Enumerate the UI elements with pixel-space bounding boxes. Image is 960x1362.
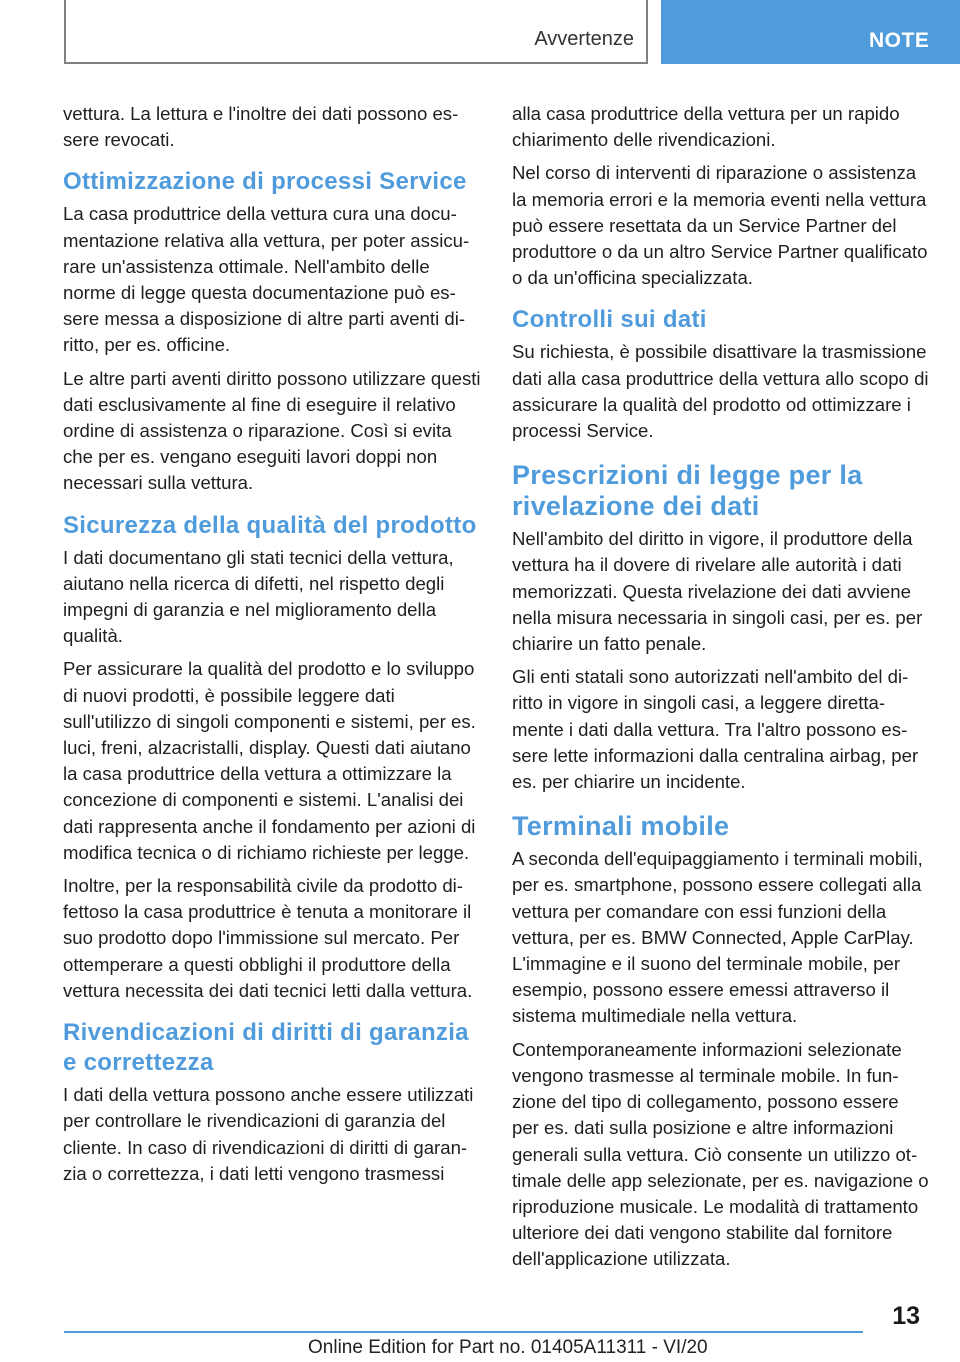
paragraph: alla casa produttrice della vettura per un rapido chiarimento delle rivendicazioni. bbox=[512, 103, 900, 151]
paragraph: Le altre parti aventi diritto possono utilizzare questi dati esclusivamente al fine di eseguire il relativo ordine di assistenza o riparazione. Così si evita che per es. vengano eseguiti lavori doppi non necessari sulla vettura. bbox=[63, 367, 481, 494]
paragraph: Per assicurare la qualità del prodotto e lo sviluppo di nuovi prodotti, è possibile leggere dati sull'utilizzo di singoli componenti e sistemi, per es. luci, freni, alzacristalli, display. Questi dati aiutano la casa produttrice della vettura a ottimizzare la concezione di componenti e sistemi. L'analisi dei dati rappresenta anche il fondamento per azioni di modifica tecnica o di richiamo richieste per legge. bbox=[63, 658, 476, 863]
paragraph: I dati documentano gli stati tecnici della vettura, aiutano nella ricerca di difetti, nel rispetto degli impegni di garanzia e nel miglioramento della qualità. bbox=[63, 546, 454, 647]
footer-edition: Online Edition for Part no. 01405A11311 - VI/20 bbox=[308, 1337, 708, 1358]
paragraph: I dati della vettura possono anche essere utilizzati per controllare le rivendicazioni di garanzia del cliente. In caso di rivendicazioni di diritti di garanzia o correttezza, i dati letti vengono trasmessi bbox=[63, 1084, 474, 1184]
paragraph: Contemporaneamente informazioni selezionate vengono trasmesse al terminale mobile. In funzione del tipo di collegamento, possono essere per es. dati sulla posizione e altre informazioni generali sulla vettura. Ciò consente un utilizzo ottimale delle app selezionate, per es. navigazione o riproduzione musicale. Le modalità di trattamento ulteriore dei dati vengono stabilite dal fornitore dell'applicazione utilizzata. bbox=[512, 1038, 929, 1270]
paragraph: Su richiesta, è possibile disattivare la trasmissione dati alla casa produttrice della vettura allo scopo di assicurare la qualità del prodotto od ottimizzare i processi Service. bbox=[512, 341, 929, 442]
paragraph: Gli enti statali sono autorizzati nell'ambito del diritto in vigore in singoli casi, a leggere direttamente i dati dalla vettura. Tra l'altro possono essere lette informazioni dalla centralina airbag, per es. per chiarire un incidente. bbox=[512, 666, 919, 793]
paragraph: Nel corso di interventi di riparazione o assistenza la memoria errori e la memoria eventi nella vettura può essere resettata da un Service Partner del produttore o da un altro Service Partner qualificato o da un'officina specializzata. bbox=[512, 162, 928, 289]
paragraph: vettura. La lettura e l'inoltre dei dati possono essere revocati. bbox=[63, 103, 459, 151]
header-tab-label: NOTE bbox=[869, 29, 930, 52]
right-column bbox=[512, 101, 930, 1280]
paragraph: Nell'ambito del diritto in vigore, il produttore della vettura ha il dovere di rivelare alle autorità i dati memorizzati. Questa rivelazione dei dati avviene nella misura necessaria in singoli casi, per es. per chiarire un fatto penale. bbox=[512, 528, 923, 655]
section-heading: Prescrizioni di legge per la rivelazione dei dati bbox=[512, 460, 863, 522]
section-heading: Controlli sui dati bbox=[512, 306, 707, 334]
section-heading: Sicurezza della qualità del prodotto bbox=[63, 511, 477, 539]
paragraph: A seconda dell'equipaggiamento i terminali mobili, per es. smartphone, possono essere collegati alla vettura per comandare con essi funzioni della vettura, per es. BMW Connected, Apple CarPlay. L'immagine e il suono del terminale mobile, per esempio, possono essere emessi attraverso il sistema multimediale nella vettura. bbox=[512, 848, 923, 1027]
section-heading: Terminali mobile bbox=[512, 811, 730, 842]
page-number: 13 bbox=[892, 1302, 920, 1330]
left-column bbox=[63, 101, 481, 1194]
header-section-box bbox=[64, 0, 648, 64]
section-heading: Ottimizzazione di processi Service bbox=[63, 168, 467, 196]
section-heading: Rivendicazioni di diritti di garanzia e correttezza bbox=[63, 1019, 469, 1077]
footer-divider bbox=[64, 1331, 863, 1333]
paragraph: Inoltre, per la responsabilità civile da prodotto difettoso la casa produttrice è tenuta a monitorare il suo prodotto dopo l'immissione sul mercato. Per ottemperare a questi obblighi il produttore della vettura necessita dei dati tecnici letti dalla vettura. bbox=[63, 875, 473, 1001]
paragraph: La casa produttrice della vettura cura una documentazione relativa alla vettura, per poter assicurare un'assistenza ottimale. Nell'ambito delle norme di legge questa documentazione può essere messa a disposizione di altre parti aventi diritto, per es. officine. bbox=[63, 203, 470, 356]
header-section-title: Avvertenze bbox=[534, 28, 634, 50]
header-tab-note[interactable] bbox=[661, 0, 960, 64]
